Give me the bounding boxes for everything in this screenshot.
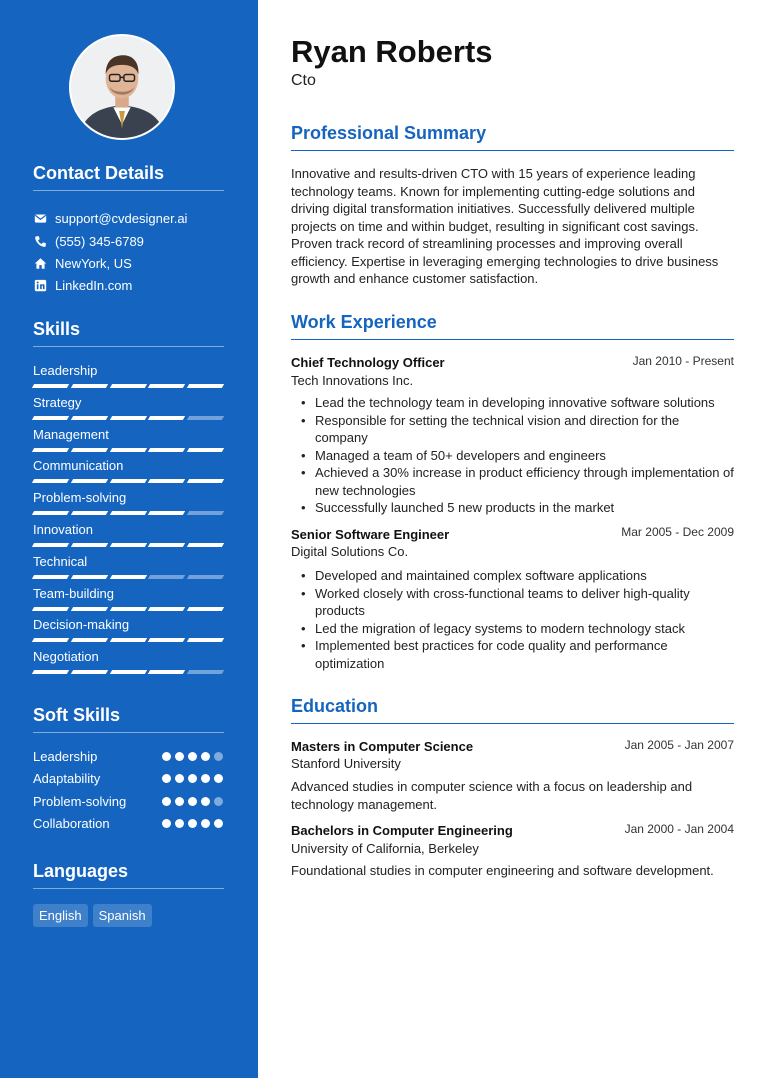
job-company: Tech Innovations Inc. bbox=[291, 373, 414, 388]
skill-name: Team-building bbox=[33, 585, 114, 601]
skill-level-segment bbox=[32, 448, 69, 452]
degree-date: Jan 2000 - Jan 2004 bbox=[624, 822, 734, 836]
skill-level-bar bbox=[33, 479, 223, 483]
school-name: University of California, Berkeley bbox=[291, 841, 479, 856]
rating-dot bbox=[188, 797, 197, 806]
degree-description: Advanced studies in computer science with a focus on leadership and technology management. bbox=[291, 779, 693, 812]
skill-level-bar bbox=[33, 575, 223, 579]
language-tag: Spanish bbox=[93, 904, 152, 927]
rating-dot bbox=[214, 819, 223, 828]
rating-dot bbox=[201, 819, 210, 828]
skill-level-segment bbox=[109, 448, 146, 452]
degree-description: Foundational studies in computer engineering and software development. bbox=[291, 863, 714, 878]
skill-item bbox=[33, 362, 223, 388]
rating-dot bbox=[188, 752, 197, 761]
skill-level-segment bbox=[71, 638, 108, 642]
skill-level-segment bbox=[32, 575, 69, 579]
profile-photo bbox=[71, 36, 173, 138]
skill-name: Communication bbox=[33, 458, 124, 474]
skill-name: Leadership bbox=[33, 363, 98, 378]
soft-skill-item bbox=[33, 770, 223, 787]
skill-level-segment bbox=[148, 416, 185, 420]
skill-item bbox=[33, 489, 223, 515]
skill-level-segment bbox=[109, 511, 146, 515]
skills-heading: Skills bbox=[33, 319, 224, 347]
rating-dot bbox=[214, 752, 223, 761]
skill-level-segment bbox=[148, 575, 185, 579]
soft-skill-name: Problem-solving bbox=[33, 793, 127, 809]
summary-heading: Professional Summary bbox=[291, 123, 734, 151]
skill-level-segment bbox=[109, 416, 146, 420]
skill-item bbox=[33, 648, 223, 674]
soft-skills-heading: Soft Skills bbox=[33, 705, 224, 733]
soft-skill-item bbox=[33, 748, 223, 765]
degree-title: Bachelors in Computer Engineering bbox=[291, 823, 513, 838]
job-title: Senior Software Engineer bbox=[291, 527, 450, 542]
school-name: Stanford University bbox=[291, 756, 401, 771]
rating-dot bbox=[188, 774, 197, 783]
avatar bbox=[69, 34, 175, 140]
skill-level-segment bbox=[148, 511, 185, 515]
job-bullet: • Achieved a 30% increase in product efficiency through implementation of new technologies bbox=[297, 464, 734, 499]
job-bullet: • Managed a team of 50+ developers and engineers bbox=[297, 447, 734, 465]
skill-level-segment bbox=[187, 448, 224, 452]
job-bullet: • Implemented best practices for code quality and performance optimization bbox=[297, 637, 734, 672]
skill-level-bar bbox=[33, 511, 223, 515]
skill-level-segment bbox=[71, 543, 108, 547]
job-bullet: • Lead the technology team in developing innovative software solutions bbox=[297, 394, 734, 412]
contact-linkedin-text: LinkedIn.com bbox=[55, 277, 133, 293]
contact-email[interactable] bbox=[33, 209, 187, 227]
skill-level-bar bbox=[33, 607, 223, 611]
rating-dot bbox=[175, 752, 184, 761]
skill-level-segment bbox=[71, 511, 108, 515]
skill-level-segment bbox=[109, 670, 146, 674]
experience-heading: Work Experience bbox=[291, 312, 734, 340]
skill-level-segment bbox=[187, 575, 224, 579]
skill-level-segment bbox=[71, 384, 108, 388]
contact-linkedin[interactable] bbox=[33, 276, 132, 294]
job-bullet: • Led the migration of legacy systems to modern technology stack bbox=[297, 620, 734, 638]
skill-name: Problem-solving bbox=[33, 490, 127, 506]
contact-email-text: support@cvdesigner.ai bbox=[55, 210, 188, 226]
skill-name: Decision-making bbox=[33, 617, 130, 633]
job-bullets bbox=[297, 567, 734, 672]
soft-skill-name: Leadership bbox=[33, 749, 98, 764]
contact-heading: Contact Details bbox=[33, 163, 224, 191]
rating-dot bbox=[162, 819, 171, 828]
rating-dot bbox=[188, 819, 197, 828]
rating-dot bbox=[175, 774, 184, 783]
linkedin-icon bbox=[33, 278, 47, 292]
degree-title: Masters in Computer Science bbox=[291, 739, 474, 754]
languages-heading: Languages bbox=[33, 861, 224, 889]
skill-level-segment bbox=[148, 607, 185, 611]
candidate-title: Cto bbox=[291, 72, 316, 89]
skill-item bbox=[33, 553, 223, 579]
skill-item bbox=[33, 521, 223, 547]
contact-phone[interactable] bbox=[33, 232, 144, 250]
soft-skill-rating bbox=[162, 752, 223, 761]
contact-location-text: NewYork, US bbox=[55, 255, 132, 271]
skill-level-segment bbox=[187, 384, 224, 388]
soft-skill-item bbox=[33, 815, 223, 832]
skill-level-segment bbox=[187, 511, 224, 515]
soft-skill-rating bbox=[162, 797, 223, 806]
soft-skill-name: Collaboration bbox=[33, 815, 110, 831]
skill-level-segment bbox=[32, 511, 69, 515]
skill-name: Strategy bbox=[33, 394, 82, 410]
phone-icon bbox=[33, 234, 47, 248]
skill-level-segment bbox=[187, 607, 224, 611]
skill-level-segment bbox=[109, 543, 146, 547]
skill-item bbox=[33, 616, 223, 642]
skill-item bbox=[33, 394, 223, 420]
skill-level-segment bbox=[148, 448, 185, 452]
skill-level-segment bbox=[32, 638, 69, 642]
languages-list bbox=[33, 904, 152, 927]
skill-name: Innovation bbox=[33, 522, 93, 537]
skill-level-segment bbox=[32, 416, 69, 420]
skill-level-segment bbox=[109, 638, 146, 642]
skill-level-segment bbox=[32, 384, 69, 388]
skill-level-segment bbox=[32, 670, 69, 674]
skill-name: Negotiation bbox=[33, 649, 99, 665]
soft-skill-name: Adaptability bbox=[33, 771, 101, 787]
skill-level-segment bbox=[148, 543, 185, 547]
soft-skill-rating bbox=[162, 774, 223, 783]
skill-level-bar bbox=[33, 448, 223, 452]
rating-dot bbox=[201, 797, 210, 806]
skill-level-bar bbox=[33, 543, 223, 547]
skill-level-segment bbox=[71, 448, 108, 452]
skill-name: Management bbox=[33, 426, 109, 442]
job-bullet: • Worked closely with cross-functional teams to deliver high-quality products bbox=[297, 585, 734, 620]
rating-dot bbox=[201, 774, 210, 783]
skill-level-segment bbox=[71, 416, 108, 420]
skill-item bbox=[33, 426, 223, 452]
job-date: Jan 2010 - Present bbox=[632, 354, 734, 368]
skill-level-segment bbox=[187, 479, 224, 483]
skill-item bbox=[33, 585, 223, 611]
degree-date: Jan 2005 - Jan 2007 bbox=[624, 738, 734, 752]
candidate-name: Ryan Roberts bbox=[291, 34, 493, 69]
skill-level-segment bbox=[32, 543, 69, 547]
skill-level-segment bbox=[187, 670, 224, 674]
rating-dot bbox=[201, 752, 210, 761]
skill-level-segment bbox=[109, 575, 146, 579]
skill-level-segment bbox=[71, 479, 108, 483]
skill-level-segment bbox=[109, 479, 146, 483]
sidebar bbox=[0, 0, 258, 1078]
job-date: Mar 2005 - Dec 2009 bbox=[621, 525, 734, 539]
skill-level-segment bbox=[187, 543, 224, 547]
rating-dot bbox=[162, 752, 171, 761]
email-icon bbox=[33, 211, 47, 225]
rating-dot bbox=[214, 774, 223, 783]
job-bullet: • Responsible for setting the technical vision and direction for the company bbox=[297, 412, 734, 447]
skill-level-bar bbox=[33, 384, 223, 388]
rating-dot bbox=[214, 797, 223, 806]
skill-level-segment bbox=[109, 607, 146, 611]
job-bullet: • Developed and maintained complex software applications bbox=[297, 567, 734, 585]
skill-level-segment bbox=[148, 479, 185, 483]
job-bullet: • Successfully launched 5 new products in the market bbox=[297, 499, 734, 517]
skill-level-bar bbox=[33, 638, 223, 642]
rating-dot bbox=[162, 774, 171, 783]
skill-level-segment bbox=[71, 607, 108, 611]
language-tag: English bbox=[33, 904, 88, 927]
skill-level-segment bbox=[187, 638, 224, 642]
home-icon bbox=[33, 256, 47, 270]
job-bullets bbox=[297, 394, 734, 517]
skill-level-segment bbox=[148, 384, 185, 388]
soft-skill-item bbox=[33, 793, 223, 810]
skill-level-segment bbox=[71, 575, 108, 579]
rating-dot bbox=[175, 797, 184, 806]
skill-level-segment bbox=[187, 416, 224, 420]
rating-dot bbox=[162, 797, 171, 806]
skill-level-segment bbox=[32, 479, 69, 483]
skill-level-segment bbox=[148, 670, 185, 674]
contact-location bbox=[33, 254, 132, 272]
skill-level-bar bbox=[33, 670, 223, 674]
skill-level-segment bbox=[32, 607, 69, 611]
job-title: Chief Technology Officer bbox=[291, 355, 445, 370]
skill-level-bar bbox=[33, 416, 223, 420]
rating-dot bbox=[175, 819, 184, 828]
soft-skill-rating bbox=[162, 819, 223, 828]
summary-text: Innovative and results-driven CTO with 15 years of experience leading technology teams. Known for implementing cutting-edge solutions and driving digital transformation initiatives. Successfully delivered multiple projects on time and within budget, resulting in significant cost savings. Proven track record of streamlining processes and improving overall efficiency. Expertise in leveraging emerging technologies to drive business growth and enhance customer satisfaction. bbox=[291, 166, 719, 286]
skill-name: Technical bbox=[33, 553, 88, 569]
job-company: Digital Solutions Co. bbox=[291, 544, 409, 559]
skill-level-segment bbox=[71, 670, 108, 674]
contact-phone-text: (555) 345-6789 bbox=[55, 233, 144, 249]
skill-item bbox=[33, 457, 223, 483]
education-heading: Education bbox=[291, 696, 734, 724]
skill-level-segment bbox=[148, 638, 185, 642]
skill-level-segment bbox=[109, 384, 146, 388]
